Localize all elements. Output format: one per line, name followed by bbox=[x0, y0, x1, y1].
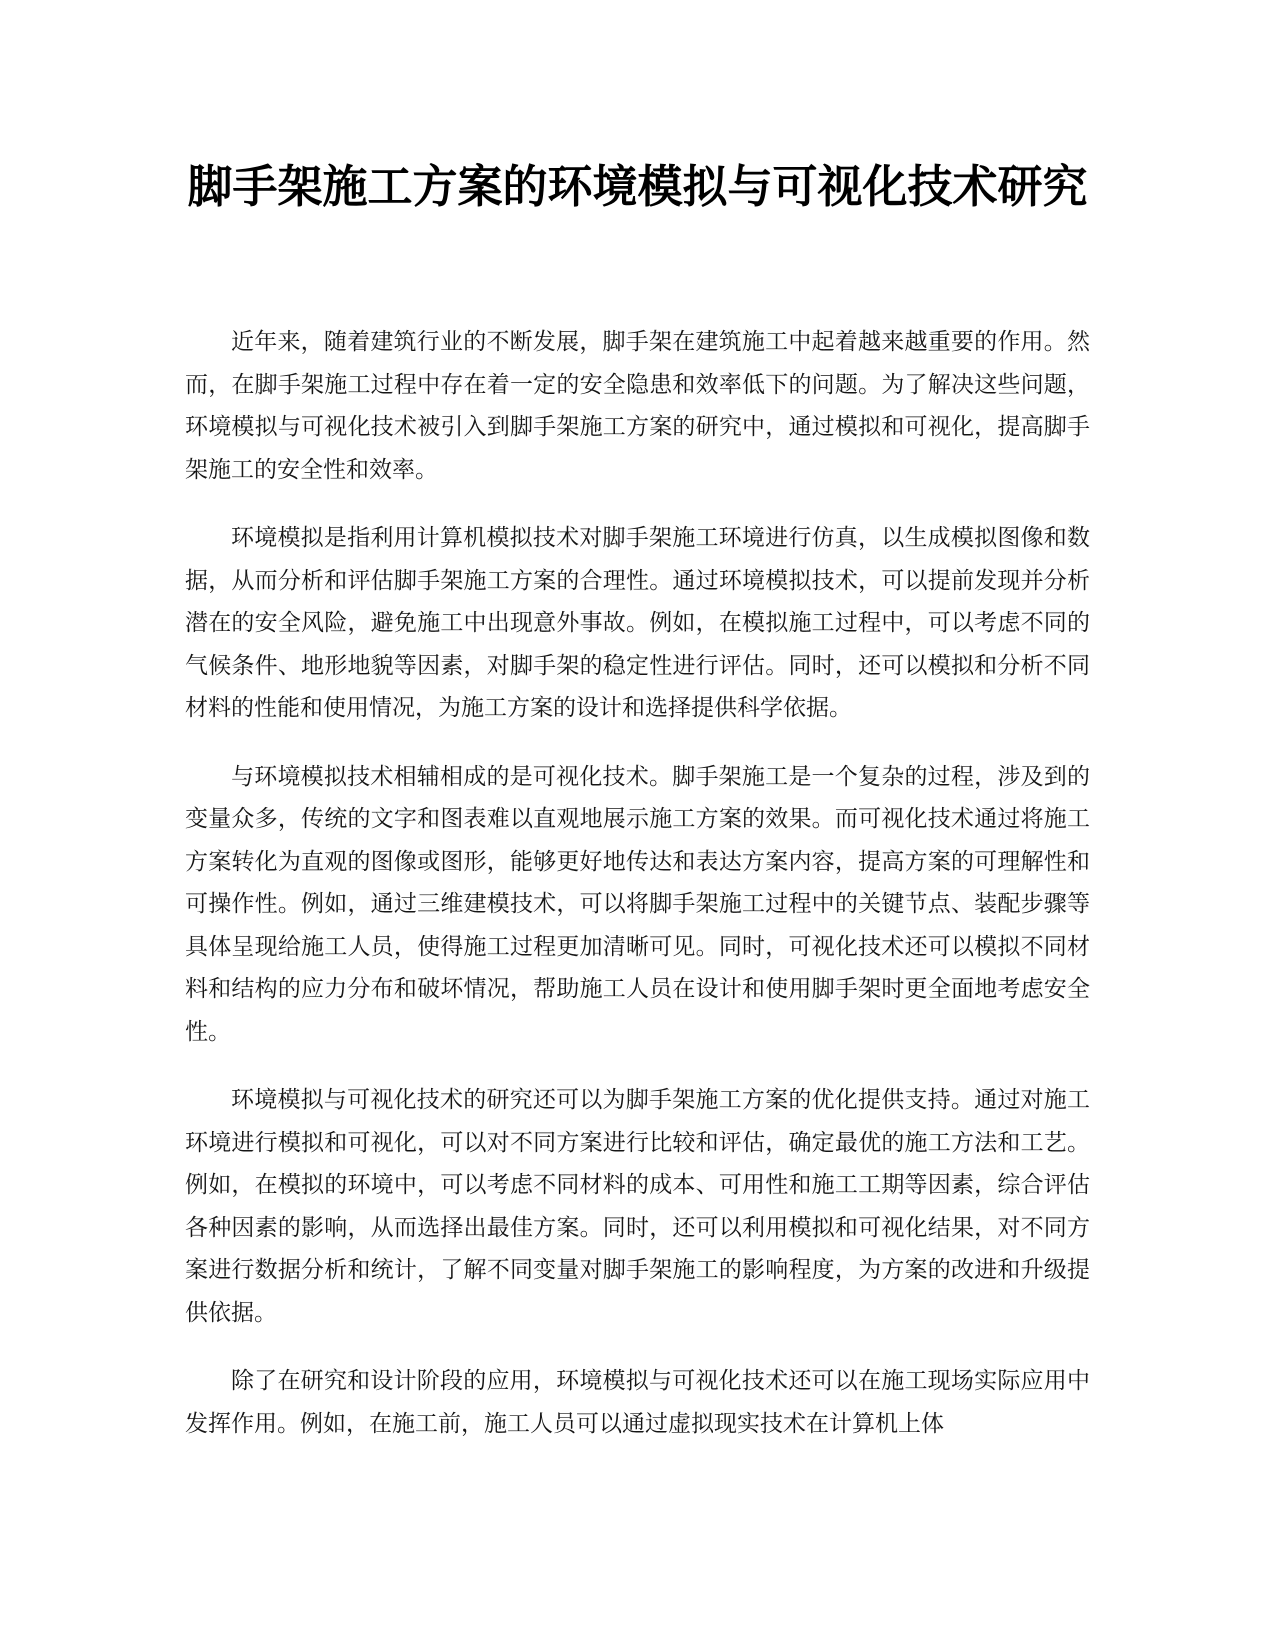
paragraph-2: 环境模拟是指利用计算机模拟技术对脚手架施工环境进行仿真，以生成模拟图像和数据，从而分析和评估脚手架施工方案的合理性。通过环境模拟技术，可以提前发现并分析潜在的安全风险，避免施工中出现意外事故。例如，在模拟施工过程中，可以考虑不同的气候条件、地形地貌等因素，对脚手架的稳定性进行评估。同时，还可以模拟和分析不同材料的性能和使用情况，为施工方案的设计和选择提供科学依据。 bbox=[185, 525, 1090, 721]
paragraph-1: 近年来，随着建筑行业的不断发展，脚手架在建筑施工中起着越来越重要的作用。然而，在脚手架施工过程中存在着一定的安全隐患和效率低下的问题。为了解决这些问题，环境模拟与可视化技术被引入到脚手架施工方案的研究中，通过模拟和可视化，提高脚手架施工的安全性和效率。 bbox=[185, 329, 1090, 483]
page-title: 脚手架施工方案的环境模拟与可视化技术研究 bbox=[187, 160, 1088, 213]
paragraph-4: 环境模拟与可视化技术的研究还可以为脚手架施工方案的优化提供支持。通过对施工环境进行模拟和可视化，可以对不同方案进行比较和评估，确定最优的施工方法和工艺。例如，在模拟的环境中，可以考虑不同材料的成本、可用性和施工工期等因素，综合评估各种因素的影响，从而选择出最佳方案。同时，还可以利用模拟和可视化结果，对不同方案进行数据分析和统计，了解不同变量对脚手架施工的影响程度，为方案的改进和升级提供依据。 bbox=[185, 1087, 1090, 1326]
paragraph-5: 除了在研究和设计阶段的应用，环境模拟与可视化技术还可以在施工现场实际应用中发挥作用。例如，在施工前，施工人员可以通过虚拟现实技术在计算机上体 bbox=[185, 1368, 1090, 1437]
paragraph-3: 与环境模拟技术相辅相成的是可视化技术。脚手架施工是一个复杂的过程，涉及到的变量众多，传统的文字和图表难以直观地展示施工方案的效果。而可视化技术通过将施工方案转化为直观的图像或图形，能够更好地传达和表达方案内容，提高方案的可理解性和可操作性。例如，通过三维建模技术，可以将脚手架施工过程中的关键节点、装配步骤等具体呈现给施工人员，使得施工过程更加清晰可见。同时，可视化技术还可以模拟不同材料和结构的应力分布和破坏情况，帮助施工人员在设计和使用脚手架时更全面地考虑安全性。 bbox=[185, 763, 1090, 1045]
document-body bbox=[185, 321, 1090, 1471]
